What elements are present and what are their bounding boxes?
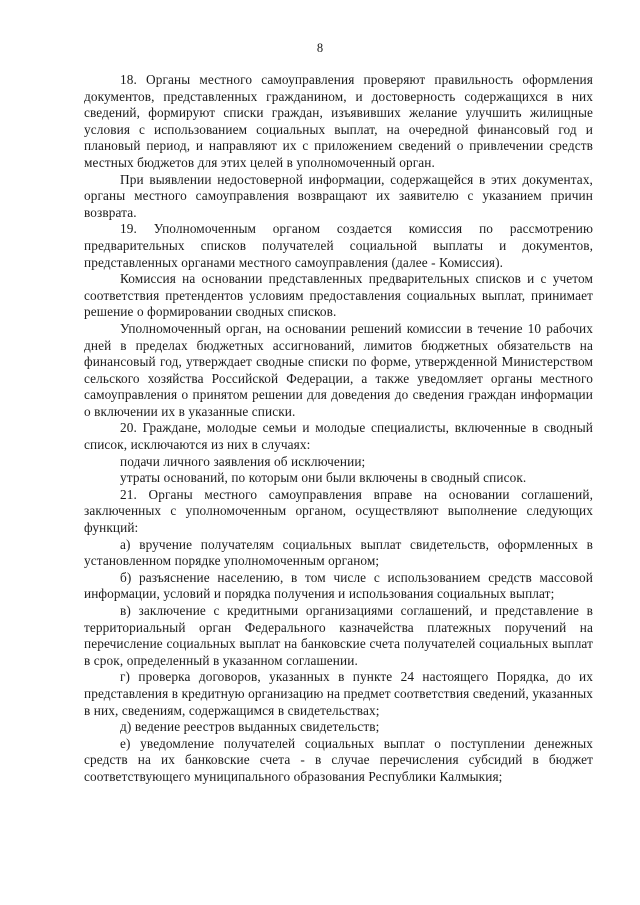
paragraph-21-item-v: в) заключение с кредитными организациями соглашений, и представление в территориальный орган Федерального казначейства платежных поручений на перечисление социальных выплат на банковские счета получателей социальных выплат в срок, определенный в указанном соглашении. <box>84 603 593 668</box>
paragraph-20-case-application: подачи личного заявления об исключении; <box>120 453 366 469</box>
paragraph-21-item-e: е) уведомление получателей социальных выплат о поступлении денежных средств на их банковские счета - в случае перечисления субсидий в бюджет соответствующего муниципального образования Республики Калмыкия; <box>84 735 593 784</box>
paragraph-18-invalid-info: При выявлении недостоверной информации, содержащейся в этих документах, органы местного самоуправления возвращают их заявителю с указанием причин возврата. <box>84 171 593 220</box>
paragraph-19-commission-decision: Комиссия на основании представленных предварительных списков и с учетом соответствия претендентов условиям предоставления социальных выплат, принимает решение о формировании сводных списков. <box>84 271 593 320</box>
page-number: 8 <box>316 41 324 55</box>
paragraph-21-item-b: б) разъяснение населению, в том числе с использованием средств массовой информации, условий и порядка получения и использования социальных выплат; <box>84 569 593 602</box>
paragraph-21-item-a: а) вручение получателям социальных выплат свидетельств, оформленных в установленном порядке уполномоченным органом; <box>84 536 593 569</box>
paragraph-21-item-g: г) проверка договоров, указанных в пункте 24 настоящего Порядка, до их представления в кредитную организацию на предмет соответствия сведений, указанных в них, сведениям, содержащимся в свидетельствах; <box>84 669 593 718</box>
paragraph-21: 21. Органы местного самоуправления вправе на основании соглашений, заключенных с уполномоченным органом, осуществляют выполнение следующих функций: <box>84 486 593 536</box>
paragraph-20-case-grounds-lost: утраты оснований, по которым они были включены в сводный список. <box>120 470 527 486</box>
document-body <box>84 72 593 786</box>
paragraph-20: 20. Граждане, молодые семьи и молодые специалисты, включенные в сводный список, исключаются из них в случаях: <box>84 420 593 453</box>
paragraph-18: 18. Органы местного самоуправления проверяют правильность оформления документов, представленных гражданином, и достоверность содержащихся в них сведений, формируют списки граждан, изъявивших желание улучшить жилищные условия с использованием социальных выплат, на очередной финансовый год и плановый период, и направляют их с приложением сведений о привлечении средств местных бюджетов для этих целей в уполномоченный орган. <box>84 72 593 170</box>
paragraph-19: 19. Уполномоченным органом создается комиссия по рассмотрению предварительных списков получателей социальной выплаты и документов, представленных органами местного самоуправления (далее - Комиссия). <box>84 221 593 270</box>
paragraph-19-authorized-body: Уполномоченный орган, на основании решений комиссии в течение 10 рабочих дней в пределах бюджетных ассигнований, лимитов бюджетных обязательств на финансовый год, утверждает сводные списки по форме, утвержденной Министерством сельского хозяйства Российской Федерации, а также уведомляет органы местного самоуправления о принятом решении для доведения до сведения граждан информации о включении их в указанные списки. <box>84 320 593 419</box>
paragraph-21-item-d: д) ведение реестров выданных свидетельств; <box>120 719 380 735</box>
